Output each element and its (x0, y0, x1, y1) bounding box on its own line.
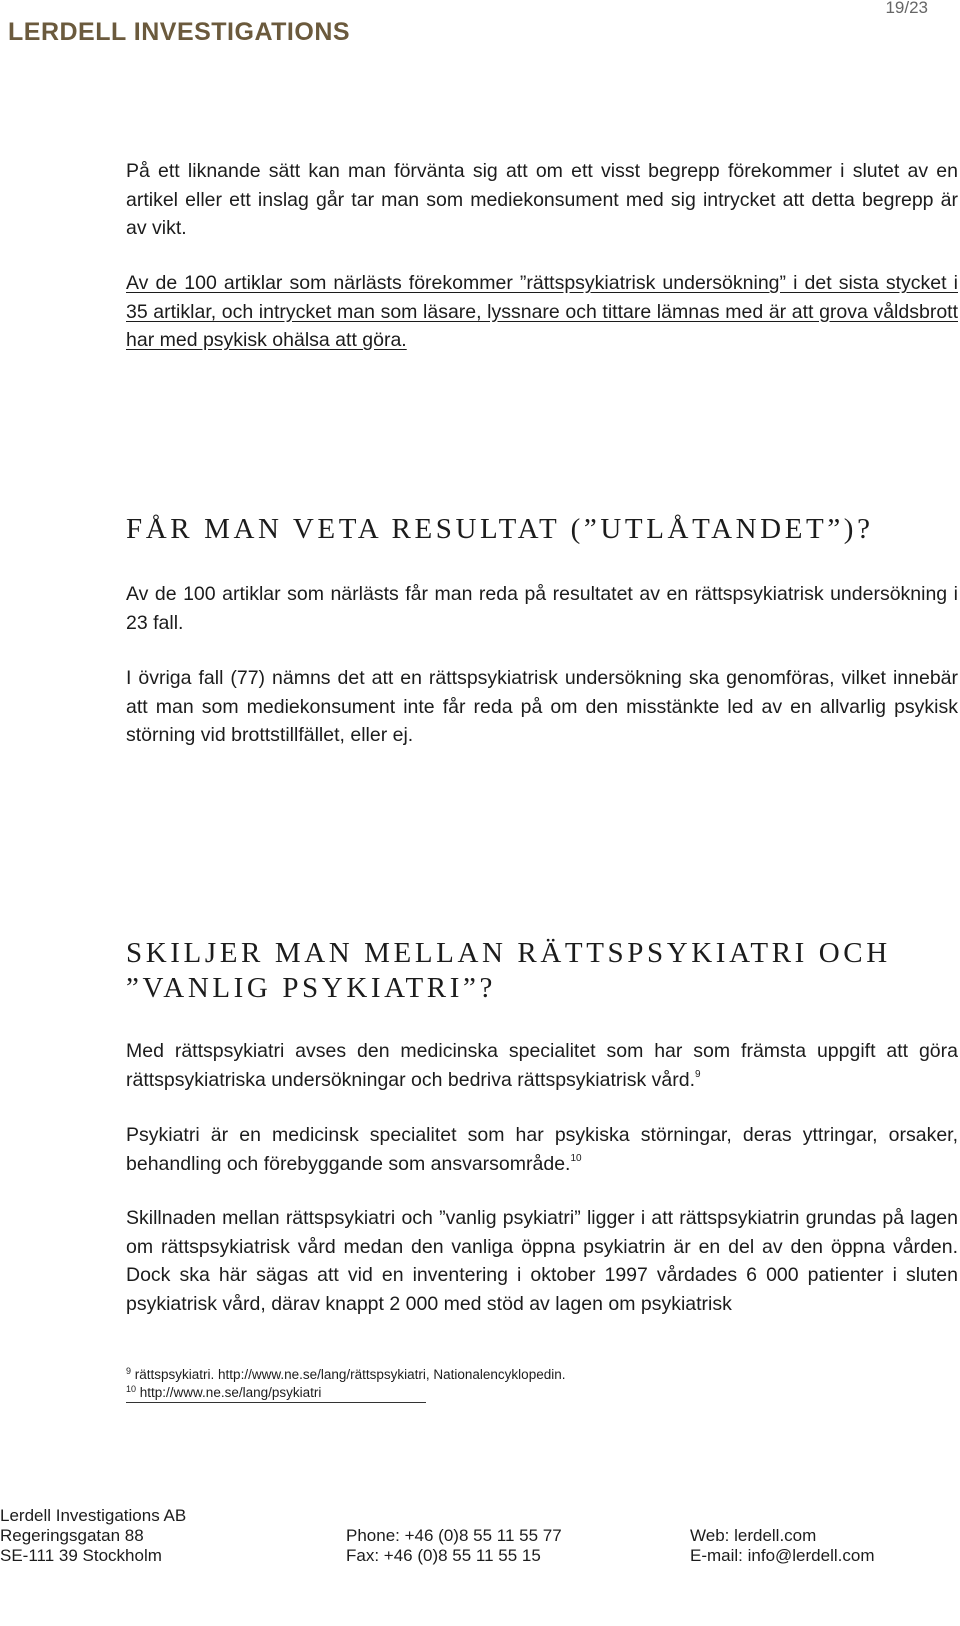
section-heading: FÅR MAN VETA RESULTAT (”UTLÅTANDET”)? (126, 513, 874, 545)
paragraph-text: Psykiatri är en medicinsk specialitet som har psykiska störningar, deras yttringar, orsaker, behandling och förebyggande som ansvarsområde. (126, 1124, 958, 1175)
footnote (126, 1366, 565, 1384)
footer-street: Regeringsgatan 88 (0, 1526, 144, 1545)
paragraph: Av de 100 artiklar som närlästs får man reda på resultatet av en rättspsykiatrisk undersökning i 23 fall. (126, 583, 958, 634)
paragraph (126, 1037, 958, 1094)
footnote (126, 1384, 321, 1402)
section-heading: SKILJER MAN MELLAN RÄTTSPSYKIATRI OCH ”VANLIG PSYKIATRI”? (126, 937, 891, 1004)
footer-web: Web: lerdell.com (690, 1526, 817, 1545)
footer-company: Lerdell Investigations AB (0, 1506, 187, 1525)
company-brand: LERDELL INVESTIGATIONS (8, 18, 351, 46)
footnote-reference: 9 (695, 1068, 701, 1080)
paragraph: På ett liknande sätt kan man förvänta sig att om ett visst begrepp förekommer i slutet av en artikel eller ett inslag går tar man som mediekonsument med sig intrycket att detta begrepp är av vikt. (126, 160, 958, 239)
footnote-number: 10 (126, 1384, 137, 1394)
footer-fax: Fax: +46 (0)8 55 11 55 15 (346, 1546, 541, 1565)
footer-phone: Phone: +46 (0)8 55 11 55 77 (346, 1526, 562, 1545)
footnote-reference: 10 (570, 1152, 582, 1164)
paragraph: I övriga fall (77) nämns det att en rättspsykiatrisk undersökning ska genomföras, vilket innebär att man som mediekonsument inte får reda på om den misstänkte led av en allvarlig psykisk störning vid brottstillfället, eller ej. (126, 667, 958, 746)
footnote-text: http://www.ne.se/lang/psykiatri (139, 1385, 322, 1400)
paragraph (126, 1121, 958, 1178)
paragraph: Skillnaden mellan rättspsykiatri och ”vanlig psykiatri” ligger i att rättspsykiatrin grundas på lagen om rättspsykiatrisk vård medan den vanliga öppna psykiatrin är en del av den öppna vården. Dock ska här sägas att vid en inventering i oktober 1997 vårdades 6 000 patienter i sluten psykiatrisk vård, därav knappt 2 000 med stöd av lagen om psykiatrisk (126, 1207, 958, 1315)
footnote-text: rättspsykiatri. http://www.ne.se/lang/rättspsykiatri, Nationalencyklopedin. (134, 1367, 566, 1382)
footnote-divider (126, 1402, 426, 1403)
page-number: 19/23 (885, 0, 928, 17)
paragraph: Av de 100 artiklar som närlästs förekommer ”rättspsykiatrisk undersökning” i det sista stycket i 35 artiklar, och intrycket man som läsare, lyssnare och tittare lämnas med är att grova våldsbrott har med psykisk ohälsa att göra. (126, 272, 958, 351)
footer-email: E-mail: info@lerdell.com (690, 1546, 875, 1565)
footnote-number: 9 (126, 1366, 132, 1376)
footer-city: SE-111 39 Stockholm (0, 1546, 162, 1565)
paragraph-text: Med rättspsykiatri avses den medicinska specialitet som har som främsta uppgift att göra rättspsykiatriska undersökningar och bedriva rättspsykiatrisk vård. (126, 1040, 958, 1091)
